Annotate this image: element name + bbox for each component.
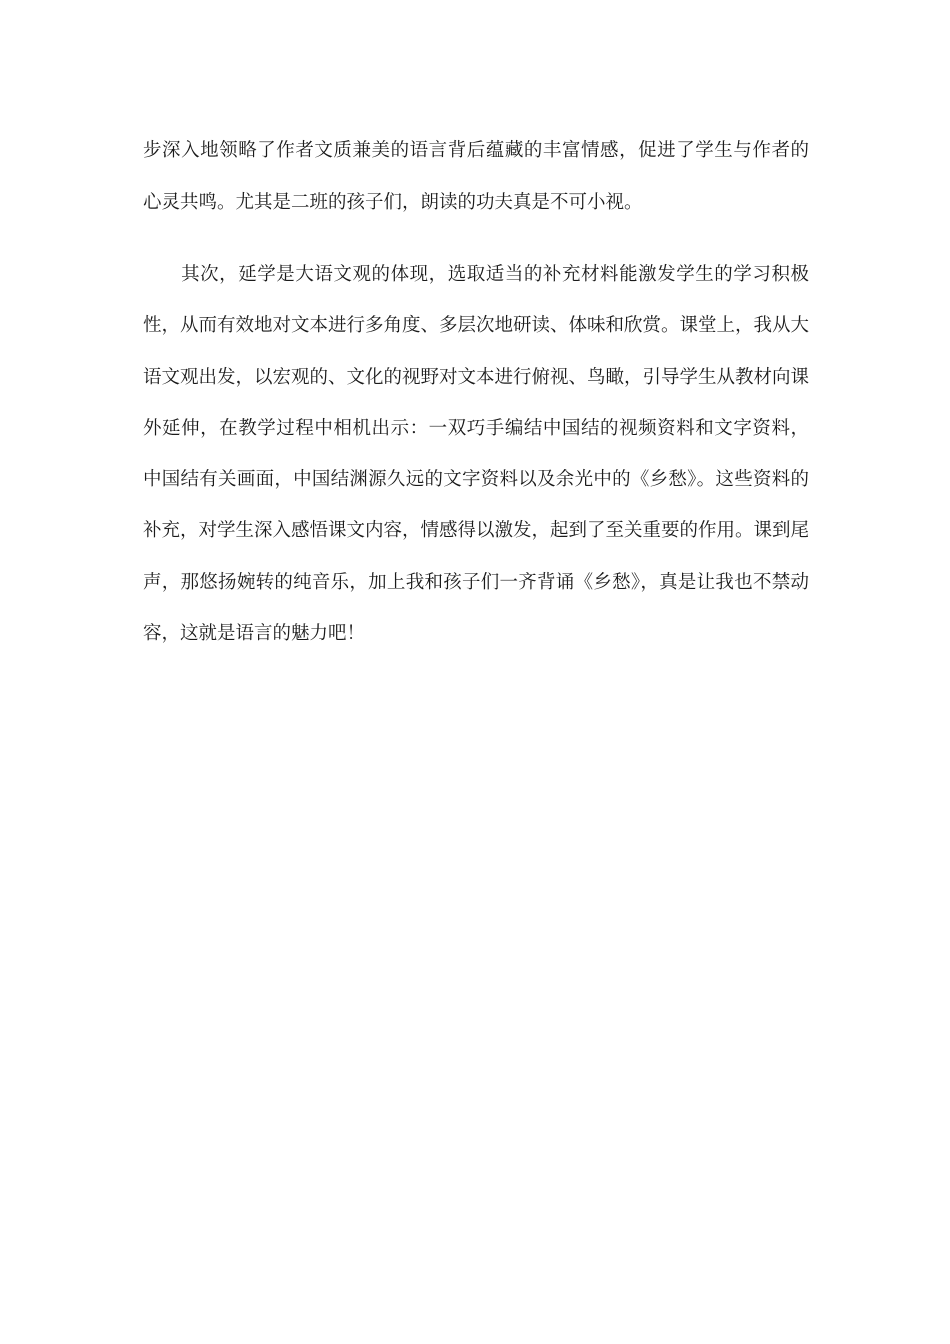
text-line: 中国结有关画面，中国结渊源久远的文字资料以及余光中的《乡愁》。这些资料的 — [143, 469, 809, 491]
paragraph-1 — [143, 134, 809, 220]
text-line: 性，从而有效地对文本进行多角度、多层次地研读、体味和欣赏。课堂上，我从大 — [143, 315, 810, 337]
text-line: 其次，延学是大语文观的体现，选取适当的补充材料能激发学生的学习积极 — [143, 264, 809, 285]
text-line: 步深入地领略了作者文质兼美的语言背后蕴藏的丰富情感，促进了学生与作者的 — [143, 140, 809, 161]
text-line: 声，那悠扬婉转的纯音乐，加上我和孩子们一齐背诵《乡愁》，真是让我也不禁动 — [143, 571, 809, 593]
text-line: 补充，对学生深入感悟课文内容，情感得以激发，起到了至关重要的作用。课到尾 — [143, 520, 810, 542]
paragraph-2 — [143, 258, 809, 651]
text-line: 容，这就是语言的魅力吧！ — [143, 623, 366, 645]
text-line: 语文观出发，以宏观的、文化的视野对文本进行俯视、鸟瞰，引导学生从教材向课 — [143, 366, 810, 388]
text-line: 心灵共鸣。尤其是二班的孩子们，朗读的功夫真是不可小视。 — [143, 192, 643, 213]
text-line: 外延伸，在教学过程中相机出示：一双巧手编结中国结的视频资料和文字资料， — [143, 417, 809, 439]
document-body — [143, 134, 809, 651]
